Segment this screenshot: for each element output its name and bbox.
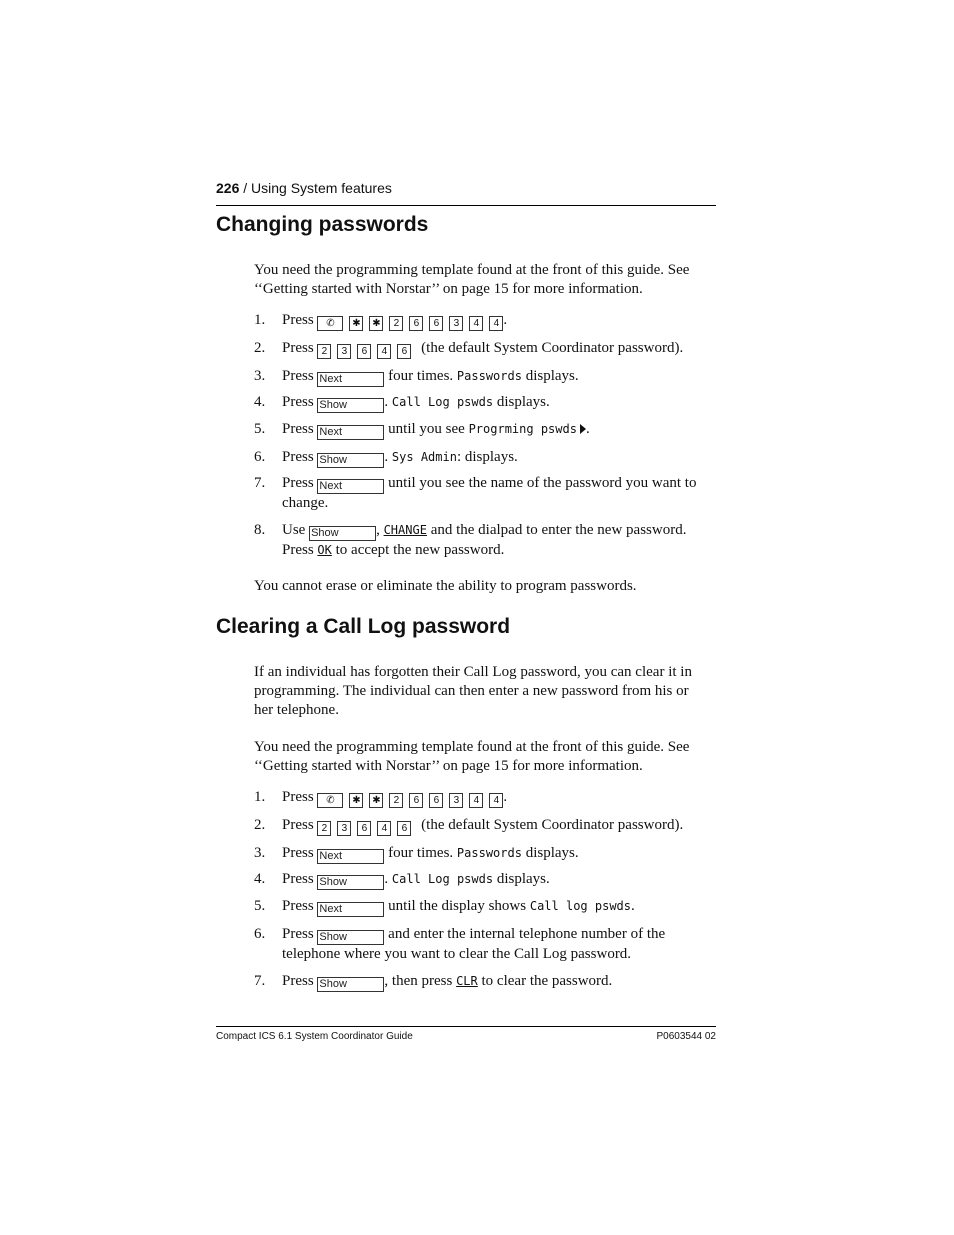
footer-guide-title: Compact ICS 6.1 System Coordinator Guide [216,1031,413,1042]
footer-rule [216,1026,716,1027]
show-softkey[interactable]: Show [317,977,384,992]
header-rule [216,205,716,206]
change-display-key[interactable]: CHANGE [383,523,427,537]
s1-step-6: 6. Press Show . Sys Admin: displays. [254,449,518,466]
display-text: Call log pswds [529,899,631,913]
next-softkey[interactable]: Next [317,372,384,387]
dial-key[interactable]: 3 [449,316,463,331]
dial-key[interactable]: 4 [489,316,503,331]
next-softkey[interactable]: Next [317,479,384,494]
star-key[interactable]: ✱ [349,793,363,808]
dial-key[interactable]: 4 [377,821,391,836]
header-section: / Using System features [239,180,392,196]
s1-step-3: 3. Press Next four times. Passwords displays. [254,368,579,385]
show-softkey[interactable]: Show [317,398,384,413]
s2-step-7: 7. Press Show , then press CLR to clear the password. [254,973,613,990]
feature-key[interactable]: ✆ [317,316,343,331]
s1-step-5: 5. Press Next until you see Progrming pswds . [254,421,590,438]
ok-display-key[interactable]: OK [317,543,332,557]
s2-step-3: 3. Press Next four times. Passwords displays. [254,845,579,862]
dial-key[interactable]: 3 [337,821,351,836]
s1-step-4: 4. Press Show . Call Log pswds displays. [254,394,550,411]
dial-key[interactable]: 6 [429,316,443,331]
running-header [216,180,716,196]
s2-step-5: 5. Press Next until the display shows Call log pswds. [254,898,635,915]
dial-key[interactable]: 6 [397,344,411,359]
display-text: Passwords [456,846,522,860]
s2-step-4: 4. Press Show . Call Log pswds displays. [254,871,550,888]
dial-key[interactable]: 6 [409,793,423,808]
dial-key[interactable]: 3 [449,793,463,808]
page-number: 226 [216,180,240,196]
dial-key[interactable]: 4 [489,793,503,808]
section-title-clearing-call-log: Clearing a Call Log password [216,615,511,638]
s2-step-6: 6. Press Show and enter the internal telephone number of the telephone where you want to clear the Call Log password. [254,926,666,962]
display-text: Call Log pswds [391,395,494,409]
dial-key[interactable]: 2 [317,344,331,359]
dial-key[interactable]: 4 [469,316,483,331]
display-text: Progrming pswds [468,422,577,436]
section1-intro: You need the programming template found at the front of this guide. See ‘‘Getting started with Norstar’’ on page 15 for more information. [254,262,690,297]
section1-note: You cannot erase or eliminate the ability to program passwords. [254,578,637,594]
s2-step-2: 2. Press 2 3 6 4 6 (the default System Coordinator password). [254,817,684,834]
feature-key[interactable]: ✆ [317,793,343,808]
s1-step-8: 8. Use Show , CHANGE and the dialpad to enter the new password. Press OK to accept the new password. [254,522,687,558]
dial-key[interactable]: 6 [397,821,411,836]
section2-intro2: You need the programming template found at the front of this guide. See ‘‘Getting started with Norstar’’ on page 15 for more information. [254,739,690,774]
show-softkey[interactable]: Show [317,930,384,945]
dial-key[interactable]: 6 [357,344,371,359]
dial-key[interactable]: 4 [377,344,391,359]
next-softkey[interactable]: Next [317,425,384,440]
section2-intro1: If an individual has forgotten their Call Log password, you can clear it in programming. The individual can then enter a new password from his or her telephone. [254,664,692,718]
display-text: Sys Admin [391,450,457,464]
show-softkey[interactable]: Show [309,526,376,541]
dial-key[interactable]: 4 [469,793,483,808]
star-key[interactable]: ✱ [349,316,363,331]
dial-key[interactable]: 2 [389,793,403,808]
display-text: Call Log pswds [391,872,494,886]
s1-step-1: 1. Press ✆ ✱ ✱ 2 6 6 3 4 4 . [254,312,508,329]
s1-step-7: 7. Press Next until you see the name of the password you want to change. [254,475,697,511]
show-softkey[interactable]: Show [317,453,384,468]
display-text: Passwords [456,369,522,383]
star-key[interactable]: ✱ [369,793,383,808]
dial-key[interactable]: 2 [389,316,403,331]
dial-key[interactable]: 3 [337,344,351,359]
dial-key[interactable]: 2 [317,821,331,836]
next-softkey[interactable]: Next [317,849,384,864]
next-softkey[interactable]: Next [317,902,384,917]
section-title-changing-passwords: Changing passwords [216,213,429,236]
clr-display-key[interactable]: CLR [456,974,478,988]
dial-key[interactable]: 6 [429,793,443,808]
footer-doc-number: P0603544 02 [656,1031,716,1042]
dial-key[interactable]: 6 [409,316,423,331]
star-key[interactable]: ✱ [369,316,383,331]
show-softkey[interactable]: Show [317,875,384,890]
s1-step-2: 2. Press 2 3 6 4 6 (the default System Coordinator password). [254,340,684,357]
s2-step-1: 1. Press ✆ ✱ ✱ 2 6 6 3 4 4 . [254,789,508,806]
dial-key[interactable]: 6 [357,821,371,836]
